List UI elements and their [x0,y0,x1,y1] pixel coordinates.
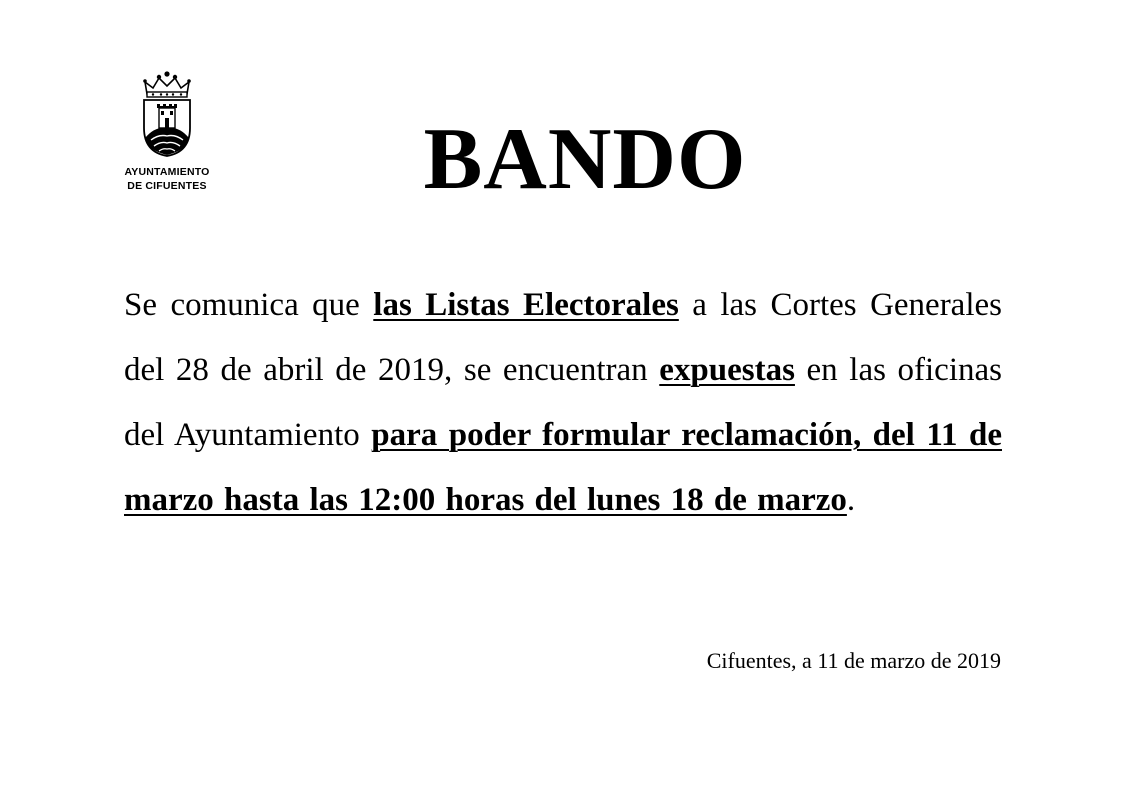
body-emphasis-3: para poder formular reclamación, del 11 de marzo hasta las 12:00 horas del lunes 18 de marzo [124,417,1002,518]
body-text-3: en las oficinas del Ayuntamiento [124,352,1002,453]
document-title: BANDO [423,111,747,208]
crest-caption [112,165,222,193]
notice-body [124,273,1002,533]
body-emphasis-2: expuestas [659,352,795,388]
crest-caption-line1: AYUNTAMIENTO [124,166,210,178]
coat-of-arms-icon [139,70,195,158]
body-text-2: a las Cortes Generales del 28 de abril de 2019, se encuentran [124,287,1002,388]
municipal-crest [112,70,222,195]
body-emphasis-1: las Listas Electorales [373,287,679,323]
body-text-1: Se comunica que [124,287,374,323]
crest-caption-line2: DE CIFUENTES [127,180,207,192]
place-and-date: Cifuentes, a 11 de marzo de 2019 [706,648,1001,673]
body-text-4: . [846,482,856,518]
